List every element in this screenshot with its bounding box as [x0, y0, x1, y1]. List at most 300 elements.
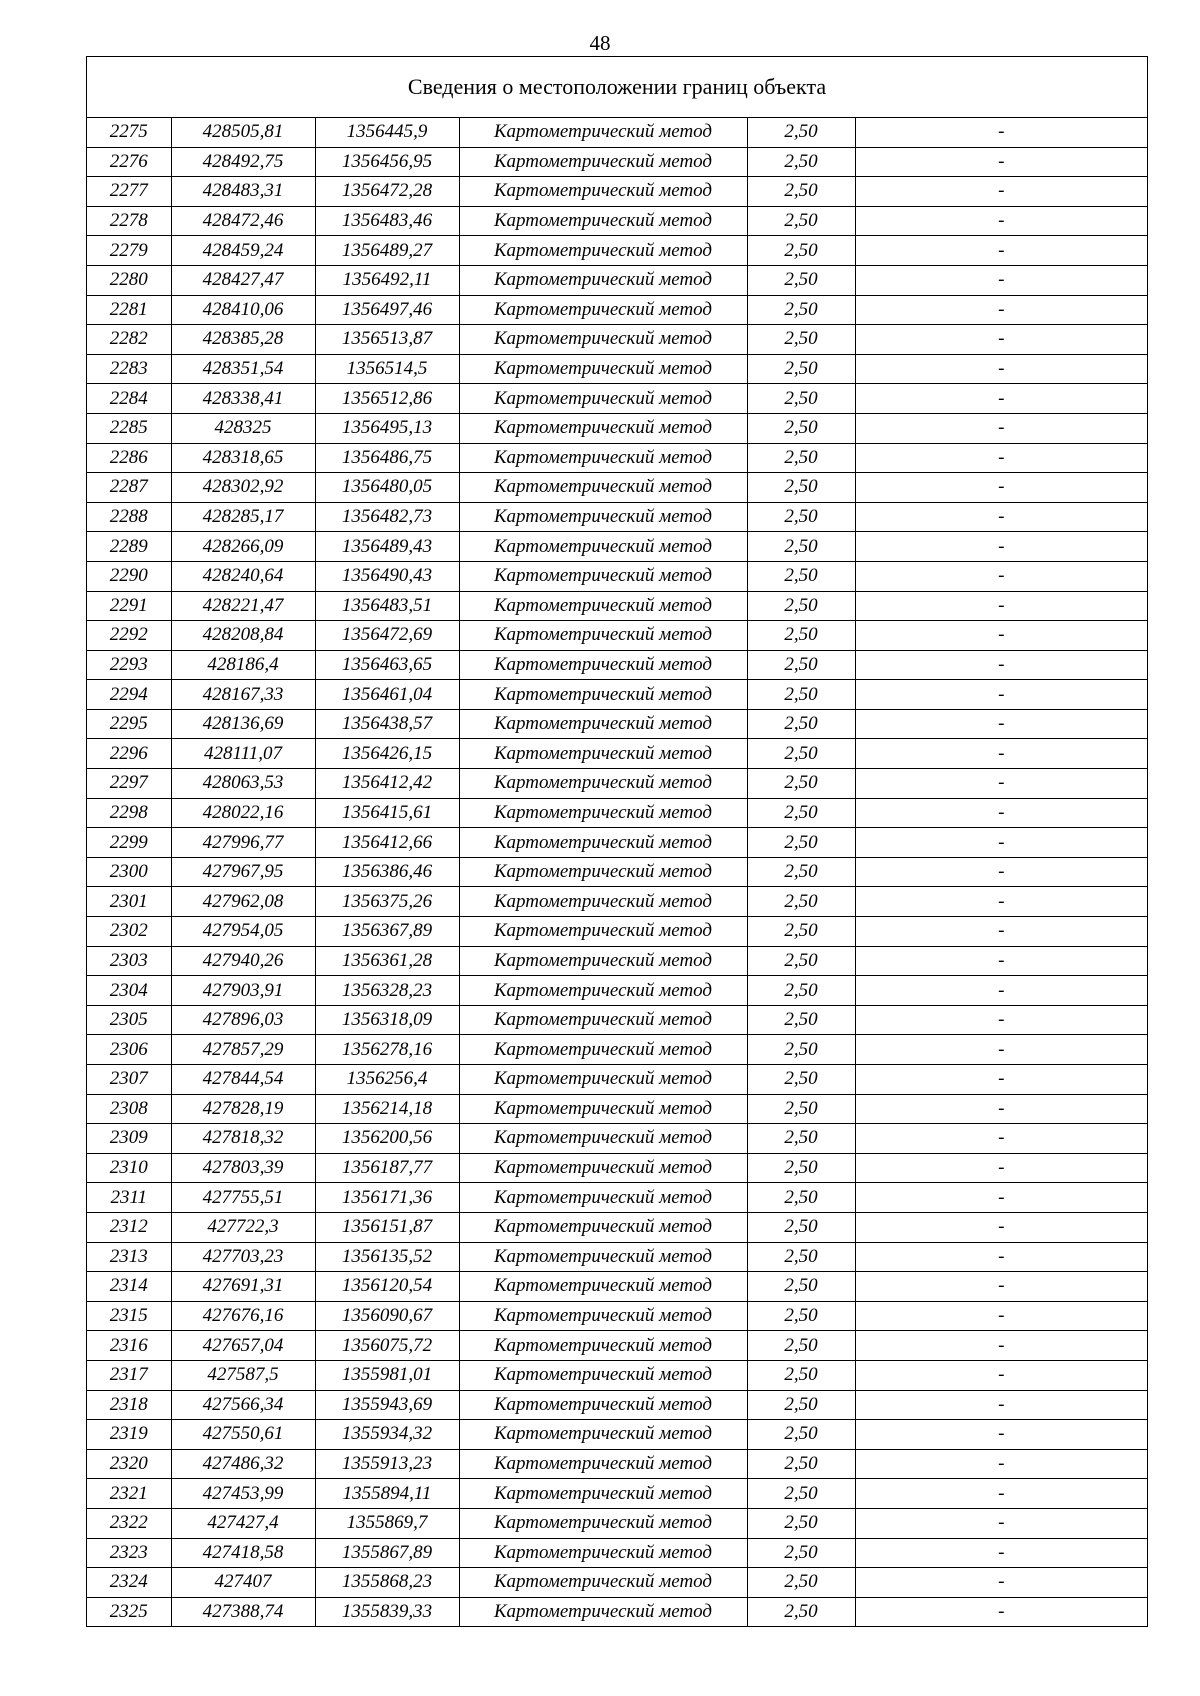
method-cell: Картометрический метод	[459, 798, 747, 828]
description-cell: -	[855, 680, 1147, 710]
y-coordinate-cell: 1356278,16	[315, 1035, 459, 1065]
y-coordinate-cell: 1355867,89	[315, 1538, 459, 1568]
table-row	[87, 1449, 1147, 1479]
table-row	[87, 1390, 1147, 1420]
x-coordinate-cell: 427722,3	[171, 1212, 315, 1242]
y-coordinate-cell: 1355894,11	[315, 1479, 459, 1509]
table-row	[87, 709, 1147, 739]
x-coordinate-cell: 428325	[171, 413, 315, 443]
y-coordinate-cell: 1355934,32	[315, 1420, 459, 1450]
table-row	[87, 177, 1147, 207]
precision-cell: 2,50	[747, 413, 855, 443]
coordinates-table	[87, 118, 1147, 1626]
point-number-cell: 2314	[87, 1272, 171, 1302]
method-cell: Картометрический метод	[459, 413, 747, 443]
y-coordinate-cell: 1356375,26	[315, 887, 459, 917]
point-number-cell: 2295	[87, 709, 171, 739]
x-coordinate-cell: 427566,34	[171, 1390, 315, 1420]
method-cell: Картометрический метод	[459, 1449, 747, 1479]
description-cell: -	[855, 354, 1147, 384]
table-row	[87, 118, 1147, 147]
description-cell: -	[855, 769, 1147, 799]
method-cell: Картометрический метод	[459, 887, 747, 917]
point-number-cell: 2316	[87, 1331, 171, 1361]
table-row	[87, 1065, 1147, 1095]
point-number-cell: 2282	[87, 325, 171, 355]
y-coordinate-cell: 1356367,89	[315, 917, 459, 947]
boundary-table-frame	[86, 56, 1148, 1627]
x-coordinate-cell: 427453,99	[171, 1479, 315, 1509]
point-number-cell: 2277	[87, 177, 171, 207]
method-cell: Картометрический метод	[459, 1124, 747, 1154]
description-cell: -	[855, 650, 1147, 680]
method-cell: Картометрический метод	[459, 177, 747, 207]
table-row	[87, 1212, 1147, 1242]
x-coordinate-cell: 427996,77	[171, 828, 315, 858]
x-coordinate-cell: 427691,31	[171, 1272, 315, 1302]
method-cell: Картометрический метод	[459, 1597, 747, 1626]
y-coordinate-cell: 1356483,46	[315, 206, 459, 236]
precision-cell: 2,50	[747, 206, 855, 236]
x-coordinate-cell: 428459,24	[171, 236, 315, 266]
x-coordinate-cell: 428472,46	[171, 206, 315, 236]
point-number-cell: 2299	[87, 828, 171, 858]
point-number-cell: 2300	[87, 857, 171, 887]
table-row	[87, 917, 1147, 947]
y-coordinate-cell: 1356482,73	[315, 502, 459, 532]
point-number-cell: 2291	[87, 591, 171, 621]
table-row	[87, 443, 1147, 473]
method-cell: Картометрический метод	[459, 1035, 747, 1065]
description-cell: -	[855, 946, 1147, 976]
precision-cell: 2,50	[747, 295, 855, 325]
precision-cell: 2,50	[747, 532, 855, 562]
y-coordinate-cell: 1356495,13	[315, 413, 459, 443]
description-cell: -	[855, 1479, 1147, 1509]
x-coordinate-cell: 427550,61	[171, 1420, 315, 1450]
x-coordinate-cell: 428285,17	[171, 502, 315, 532]
x-coordinate-cell: 427857,29	[171, 1035, 315, 1065]
precision-cell: 2,50	[747, 739, 855, 769]
point-number-cell: 2296	[87, 739, 171, 769]
point-number-cell: 2275	[87, 118, 171, 147]
precision-cell: 2,50	[747, 1183, 855, 1213]
method-cell: Картометрический метод	[459, 1568, 747, 1598]
point-number-cell: 2307	[87, 1065, 171, 1095]
x-coordinate-cell: 427657,04	[171, 1331, 315, 1361]
method-cell: Картометрический метод	[459, 650, 747, 680]
y-coordinate-cell: 1356472,28	[315, 177, 459, 207]
precision-cell: 2,50	[747, 1479, 855, 1509]
y-coordinate-cell: 1356328,23	[315, 976, 459, 1006]
x-coordinate-cell: 428483,31	[171, 177, 315, 207]
y-coordinate-cell: 1356461,04	[315, 680, 459, 710]
description-cell: -	[855, 591, 1147, 621]
table-row	[87, 502, 1147, 532]
x-coordinate-cell: 428385,28	[171, 325, 315, 355]
x-coordinate-cell: 428338,41	[171, 384, 315, 414]
description-cell: -	[855, 1301, 1147, 1331]
y-coordinate-cell: 1356438,57	[315, 709, 459, 739]
point-number-cell: 2313	[87, 1242, 171, 1272]
y-coordinate-cell: 1356513,87	[315, 325, 459, 355]
description-cell: -	[855, 236, 1147, 266]
y-coordinate-cell: 1356187,77	[315, 1153, 459, 1183]
y-coordinate-cell: 1355868,23	[315, 1568, 459, 1598]
y-coordinate-cell: 1356497,46	[315, 295, 459, 325]
x-coordinate-cell: 428136,69	[171, 709, 315, 739]
precision-cell: 2,50	[747, 1568, 855, 1598]
method-cell: Картометрический метод	[459, 265, 747, 295]
coordinates-table-body	[87, 118, 1147, 1626]
description-cell: -	[855, 325, 1147, 355]
point-number-cell: 2293	[87, 650, 171, 680]
table-row	[87, 1094, 1147, 1124]
description-cell: -	[855, 621, 1147, 651]
precision-cell: 2,50	[747, 680, 855, 710]
x-coordinate-cell: 428221,47	[171, 591, 315, 621]
y-coordinate-cell: 1356456,95	[315, 147, 459, 177]
method-cell: Картометрический метод	[459, 739, 747, 769]
table-row	[87, 621, 1147, 651]
x-coordinate-cell: 428266,09	[171, 532, 315, 562]
x-coordinate-cell: 428167,33	[171, 680, 315, 710]
description-cell: -	[855, 1242, 1147, 1272]
precision-cell: 2,50	[747, 798, 855, 828]
y-coordinate-cell: 1356120,54	[315, 1272, 459, 1302]
y-coordinate-cell: 1356486,75	[315, 443, 459, 473]
point-number-cell: 2297	[87, 769, 171, 799]
y-coordinate-cell: 1356090,67	[315, 1301, 459, 1331]
x-coordinate-cell: 427407	[171, 1568, 315, 1598]
precision-cell: 2,50	[747, 1153, 855, 1183]
precision-cell: 2,50	[747, 1390, 855, 1420]
x-coordinate-cell: 427388,74	[171, 1597, 315, 1626]
description-cell: -	[855, 828, 1147, 858]
point-number-cell: 2308	[87, 1094, 171, 1124]
precision-cell: 2,50	[747, 709, 855, 739]
precision-cell: 2,50	[747, 1065, 855, 1095]
description-cell: -	[855, 1094, 1147, 1124]
precision-cell: 2,50	[747, 1242, 855, 1272]
precision-cell: 2,50	[747, 147, 855, 177]
precision-cell: 2,50	[747, 118, 855, 147]
table-row	[87, 1242, 1147, 1272]
method-cell: Картометрический метод	[459, 946, 747, 976]
y-coordinate-cell: 1355981,01	[315, 1360, 459, 1390]
method-cell: Картометрический метод	[459, 1065, 747, 1095]
description-cell: -	[855, 798, 1147, 828]
y-coordinate-cell: 1355913,23	[315, 1449, 459, 1479]
precision-cell: 2,50	[747, 354, 855, 384]
description-cell: -	[855, 177, 1147, 207]
method-cell: Картометрический метод	[459, 206, 747, 236]
method-cell: Картометрический метод	[459, 532, 747, 562]
y-coordinate-cell: 1356492,11	[315, 265, 459, 295]
precision-cell: 2,50	[747, 236, 855, 266]
description-cell: -	[855, 502, 1147, 532]
x-coordinate-cell: 428318,65	[171, 443, 315, 473]
table-row	[87, 680, 1147, 710]
table-row	[87, 1005, 1147, 1035]
method-cell: Картометрический метод	[459, 769, 747, 799]
precision-cell: 2,50	[747, 1035, 855, 1065]
y-coordinate-cell: 1356318,09	[315, 1005, 459, 1035]
table-row	[87, 206, 1147, 236]
method-cell: Картометрический метод	[459, 561, 747, 591]
precision-cell: 2,50	[747, 828, 855, 858]
x-coordinate-cell: 427676,16	[171, 1301, 315, 1331]
point-number-cell: 2325	[87, 1597, 171, 1626]
table-row	[87, 1301, 1147, 1331]
y-coordinate-cell: 1356171,36	[315, 1183, 459, 1213]
description-cell: -	[855, 413, 1147, 443]
point-number-cell: 2310	[87, 1153, 171, 1183]
y-coordinate-cell: 1356445,9	[315, 118, 459, 147]
description-cell: -	[855, 1449, 1147, 1479]
y-coordinate-cell: 1356490,43	[315, 561, 459, 591]
description-cell: -	[855, 709, 1147, 739]
table-row	[87, 798, 1147, 828]
table-row	[87, 1568, 1147, 1598]
precision-cell: 2,50	[747, 1331, 855, 1361]
y-coordinate-cell: 1356514,5	[315, 354, 459, 384]
table-row	[87, 976, 1147, 1006]
table-row	[87, 532, 1147, 562]
table-title: Сведения о местоположении границ объекта	[87, 57, 1147, 118]
point-number-cell: 2306	[87, 1035, 171, 1065]
point-number-cell: 2311	[87, 1183, 171, 1213]
x-coordinate-cell: 427967,95	[171, 857, 315, 887]
description-cell: -	[855, 532, 1147, 562]
method-cell: Картометрический метод	[459, 1420, 747, 1450]
description-cell: -	[855, 265, 1147, 295]
precision-cell: 2,50	[747, 325, 855, 355]
description-cell: -	[855, 473, 1147, 503]
precision-cell: 2,50	[747, 1360, 855, 1390]
method-cell: Картометрический метод	[459, 1212, 747, 1242]
table-row	[87, 1360, 1147, 1390]
table-row	[87, 857, 1147, 887]
method-cell: Картометрический метод	[459, 1360, 747, 1390]
description-cell: -	[855, 1124, 1147, 1154]
table-row	[87, 1508, 1147, 1538]
description-cell: -	[855, 206, 1147, 236]
y-coordinate-cell: 1356412,42	[315, 769, 459, 799]
point-number-cell: 2320	[87, 1449, 171, 1479]
precision-cell: 2,50	[747, 1212, 855, 1242]
method-cell: Картометрический метод	[459, 1538, 747, 1568]
point-number-cell: 2322	[87, 1508, 171, 1538]
x-coordinate-cell: 427896,03	[171, 1005, 315, 1035]
table-row	[87, 325, 1147, 355]
description-cell: -	[855, 118, 1147, 147]
x-coordinate-cell: 428022,16	[171, 798, 315, 828]
description-cell: -	[855, 1508, 1147, 1538]
point-number-cell: 2285	[87, 413, 171, 443]
y-coordinate-cell: 1356489,43	[315, 532, 459, 562]
description-cell: -	[855, 1153, 1147, 1183]
description-cell: -	[855, 1538, 1147, 1568]
method-cell: Картометрический метод	[459, 976, 747, 1006]
y-coordinate-cell: 1355869,7	[315, 1508, 459, 1538]
method-cell: Картометрический метод	[459, 443, 747, 473]
y-coordinate-cell: 1356415,61	[315, 798, 459, 828]
method-cell: Картометрический метод	[459, 502, 747, 532]
method-cell: Картометрический метод	[459, 1301, 747, 1331]
precision-cell: 2,50	[747, 650, 855, 680]
method-cell: Картометрический метод	[459, 1479, 747, 1509]
precision-cell: 2,50	[747, 473, 855, 503]
point-number-cell: 2321	[87, 1479, 171, 1509]
point-number-cell: 2324	[87, 1568, 171, 1598]
point-number-cell: 2278	[87, 206, 171, 236]
description-cell: -	[855, 1568, 1147, 1598]
method-cell: Картометрический метод	[459, 1094, 747, 1124]
precision-cell: 2,50	[747, 384, 855, 414]
table-row	[87, 1597, 1147, 1626]
point-number-cell: 2317	[87, 1360, 171, 1390]
table-row	[87, 591, 1147, 621]
y-coordinate-cell: 1356386,46	[315, 857, 459, 887]
point-number-cell: 2315	[87, 1301, 171, 1331]
method-cell: Картометрический метод	[459, 1005, 747, 1035]
precision-cell: 2,50	[747, 1420, 855, 1450]
method-cell: Картометрический метод	[459, 1272, 747, 1302]
method-cell: Картометрический метод	[459, 917, 747, 947]
description-cell: -	[855, 561, 1147, 591]
method-cell: Картометрический метод	[459, 591, 747, 621]
description-cell: -	[855, 857, 1147, 887]
table-row	[87, 384, 1147, 414]
method-cell: Картометрический метод	[459, 621, 747, 651]
y-coordinate-cell: 1356426,15	[315, 739, 459, 769]
point-number-cell: 2292	[87, 621, 171, 651]
method-cell: Картометрический метод	[459, 680, 747, 710]
table-row	[87, 1153, 1147, 1183]
x-coordinate-cell: 428111,07	[171, 739, 315, 769]
method-cell: Картометрический метод	[459, 709, 747, 739]
y-coordinate-cell: 1356463,65	[315, 650, 459, 680]
method-cell: Картометрический метод	[459, 1508, 747, 1538]
x-coordinate-cell: 427818,32	[171, 1124, 315, 1154]
x-coordinate-cell: 428492,75	[171, 147, 315, 177]
description-cell: -	[855, 1331, 1147, 1361]
table-row	[87, 828, 1147, 858]
table-row	[87, 147, 1147, 177]
table-row	[87, 295, 1147, 325]
precision-cell: 2,50	[747, 1094, 855, 1124]
method-cell: Картометрический метод	[459, 1153, 747, 1183]
y-coordinate-cell: 1356472,69	[315, 621, 459, 651]
table-row	[87, 1538, 1147, 1568]
precision-cell: 2,50	[747, 443, 855, 473]
point-number-cell: 2303	[87, 946, 171, 976]
table-row	[87, 413, 1147, 443]
x-coordinate-cell: 428427,47	[171, 265, 315, 295]
precision-cell: 2,50	[747, 1005, 855, 1035]
precision-cell: 2,50	[747, 1538, 855, 1568]
description-cell: -	[855, 384, 1147, 414]
description-cell: -	[998, 1600, 1005, 1622]
table-row	[87, 1272, 1147, 1302]
table-row	[87, 473, 1147, 503]
description-cell: -	[855, 1272, 1147, 1302]
description-cell: -	[855, 1420, 1147, 1450]
table-row	[87, 265, 1147, 295]
x-coordinate-cell: 427940,26	[171, 946, 315, 976]
table-row	[87, 1331, 1147, 1361]
table-row	[87, 1035, 1147, 1065]
table-row	[87, 561, 1147, 591]
precision-cell: 2,50	[747, 502, 855, 532]
y-coordinate-cell: 1356361,28	[315, 946, 459, 976]
method-cell: Картометрический метод	[459, 236, 747, 266]
precision-cell: 2,50	[747, 561, 855, 591]
point-number-cell: 2279	[87, 236, 171, 266]
description-cell: -	[855, 1212, 1147, 1242]
method-cell: Картометрический метод	[459, 828, 747, 858]
point-number-cell: 2304	[87, 976, 171, 1006]
point-number-cell: 2298	[87, 798, 171, 828]
table-row	[87, 1124, 1147, 1154]
description-cell: -	[855, 976, 1147, 1006]
precision-cell: 2,50	[747, 946, 855, 976]
y-coordinate-cell: 1356412,66	[315, 828, 459, 858]
precision-cell: 2,50	[747, 1449, 855, 1479]
y-coordinate-cell: 1356489,27	[315, 236, 459, 266]
precision-cell: 2,50	[747, 1597, 855, 1626]
y-coordinate-cell: 1356075,72	[315, 1331, 459, 1361]
y-coordinate-cell: 1356135,52	[315, 1242, 459, 1272]
point-number-cell: 2280	[87, 265, 171, 295]
method-cell: Картометрический метод	[459, 295, 747, 325]
method-cell: Картометрический метод	[459, 1331, 747, 1361]
x-coordinate-cell: 428410,06	[171, 295, 315, 325]
x-coordinate-cell: 428208,84	[171, 621, 315, 651]
method-cell: Картометрический метод	[459, 1242, 747, 1272]
precision-cell: 2,50	[747, 887, 855, 917]
method-cell: Картометрический метод	[459, 857, 747, 887]
x-coordinate-cell: 427803,39	[171, 1153, 315, 1183]
precision-cell: 2,50	[747, 1508, 855, 1538]
x-coordinate-cell: 428240,64	[171, 561, 315, 591]
x-coordinate-cell: 428063,53	[171, 769, 315, 799]
table-row	[87, 769, 1147, 799]
point-number-cell: 2289	[87, 532, 171, 562]
y-coordinate-cell: 1356214,18	[315, 1094, 459, 1124]
table-row	[87, 650, 1147, 680]
point-number-cell: 2283	[87, 354, 171, 384]
method-cell: Картометрический метод	[459, 147, 747, 177]
x-coordinate-cell: 427755,51	[171, 1183, 315, 1213]
x-coordinate-cell: 428505,81	[171, 118, 315, 147]
precision-cell: 2,50	[747, 265, 855, 295]
x-coordinate-cell: 427954,05	[171, 917, 315, 947]
y-coordinate-cell: 1356480,05	[315, 473, 459, 503]
table-row	[87, 1479, 1147, 1509]
point-number-cell: 2290	[87, 561, 171, 591]
precision-cell: 2,50	[747, 1272, 855, 1302]
point-number-cell: 2276	[87, 147, 171, 177]
description-cell: -	[855, 443, 1147, 473]
method-cell: Картометрический метод	[459, 325, 747, 355]
point-number-cell: 2288	[87, 502, 171, 532]
precision-cell: 2,50	[747, 621, 855, 651]
precision-cell: 2,50	[747, 177, 855, 207]
description-cell: -	[855, 147, 1147, 177]
table-row	[87, 739, 1147, 769]
